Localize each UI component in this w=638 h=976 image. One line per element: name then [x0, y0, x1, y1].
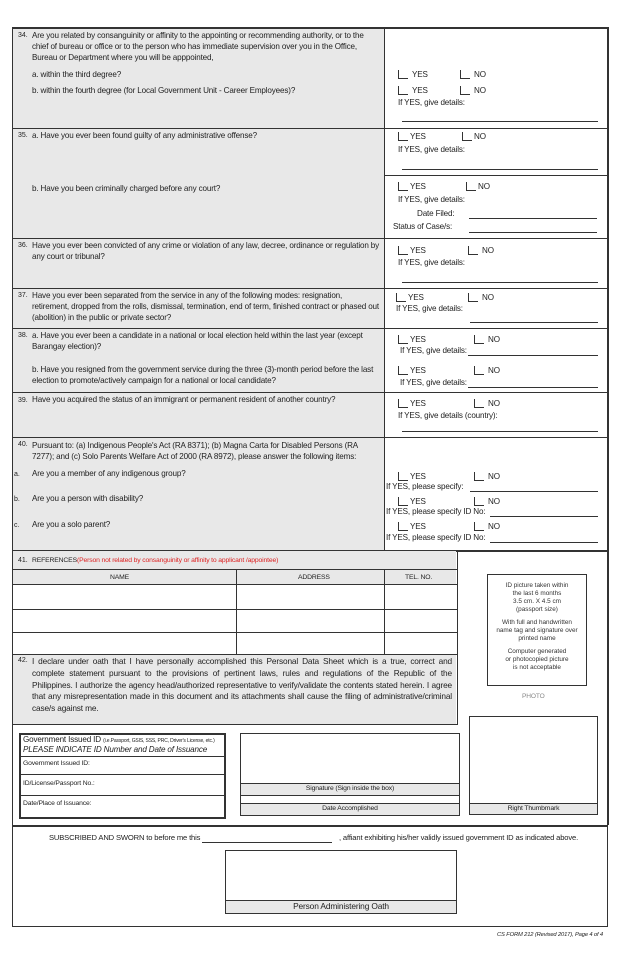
q40-a-text: Are you a member of any indigenous group? — [32, 469, 186, 478]
q40-c-yes-label: YES — [410, 522, 426, 531]
photo-instructions — [487, 582, 587, 672]
frame-left-mid — [12, 724, 13, 826]
sep-37 — [12, 328, 608, 329]
q41-row-2[interactable] — [12, 632, 457, 633]
q36-yes-checkbox[interactable] — [398, 246, 408, 255]
photo-line-2: the last 6 months — [512, 590, 562, 597]
q35-a-no-label: NO — [474, 132, 486, 141]
q38-a-details-label: If YES, give details: — [400, 346, 467, 355]
q41-col-tel: TEL. NO. — [405, 574, 433, 581]
q41-right-border — [457, 550, 458, 724]
q35-shade — [12, 128, 384, 238]
frame-top — [12, 27, 608, 29]
q36-text: Have you ever been convicted of any crime or violation of any law, decree, ordinance or regulation by any court or tribunal? — [32, 241, 380, 261]
photo-line-4: (passport size) — [516, 606, 558, 613]
q36-details-line[interactable] — [402, 282, 598, 283]
photo-line-3: 3.5 cm. X 4.5 cm — [513, 598, 561, 605]
q34-b-yes-checkbox[interactable] — [398, 86, 408, 95]
q40-c-specify-label: If YES, please specify ID No: — [386, 533, 486, 542]
frame-left-oath — [12, 825, 13, 926]
q36-no-label: NO — [482, 246, 494, 255]
q38-b-text: b. Have you resigned from the government service during the three (3)-month period before the last election to promote/actively campaign for a national or local candidate? — [32, 365, 374, 385]
q40-b-text: Are you a person with disability? — [32, 494, 144, 503]
q37-no-label: NO — [482, 293, 494, 302]
q36-number: 36. — [18, 242, 28, 249]
photo-line-7: printed name — [518, 635, 556, 642]
sep-35 — [12, 238, 608, 239]
q35-a-details-line[interactable] — [402, 169, 598, 170]
q41-note: (Person not related by consanguinity or affinity to applicant /appointee) — [76, 557, 279, 564]
q41-col-address: ADDRESS — [298, 574, 330, 581]
q41-label — [32, 556, 278, 566]
q41-col-div-2 — [384, 569, 385, 654]
q42-text: I declare under oath that I have personally accomplished this Personal Data Sheet which is a true, correct and complete statement pursuant to the provisions of pertinent laws, rules and regulations of the Republic of the Philippines. I authorize the agency head/authorized representative to verify/validate the contents stated herein. I agree that any misrepresentation made in this document and its attachments shall cause the filing of administrative/criminal case/s against me. — [32, 656, 452, 714]
photo-line-1: ID picture taken within — [505, 582, 569, 589]
gov-id-title-text: Government Issued ID — [23, 735, 101, 744]
signature-sep-2 — [240, 795, 460, 796]
q38-a-yes-label: YES — [410, 335, 426, 344]
mid-section-bottom — [12, 825, 608, 827]
q35-b-no-checkbox[interactable] — [466, 182, 476, 191]
q40-b-yes-checkbox[interactable] — [398, 497, 408, 506]
q40-b-specify-line[interactable] — [490, 516, 598, 517]
q35-status-line[interactable] — [469, 232, 597, 233]
q37-no-checkbox[interactable] — [468, 293, 478, 302]
q40-a-no-label: NO — [488, 472, 500, 481]
q41-colheads-shade — [13, 569, 456, 584]
gov-id-row-1[interactable] — [20, 774, 225, 775]
q34-number: 34. — [18, 32, 28, 39]
q38-a-details-line[interactable] — [468, 355, 598, 356]
sep-39 — [12, 437, 608, 438]
q40-a-specify-line[interactable] — [470, 491, 598, 492]
q37-number: 37. — [18, 292, 28, 299]
q40-b-no-checkbox[interactable] — [474, 497, 484, 506]
photo-line-9: or photocopied picture — [505, 656, 569, 663]
q38-a-yes-checkbox[interactable] — [398, 335, 408, 344]
signature-label: Signature (Sign inside the box) — [305, 785, 395, 792]
q38-b-yes-label: YES — [410, 366, 426, 375]
q35-status-label: Status of Case/s: — [393, 222, 453, 231]
q40-b-no-label: NO — [488, 497, 500, 506]
oath-admin-label: Person Administering Oath — [293, 901, 389, 911]
q40-b-specify-label: If YES, please specify ID No: — [386, 507, 486, 516]
q40-c-letter: c. — [14, 522, 20, 529]
q38-b-details-label: If YES, give details: — [400, 378, 467, 387]
oath-subscribed: SUBSCRIBED AND SWORN to before me this — [49, 833, 201, 842]
q34-details-line[interactable] — [402, 121, 598, 122]
q40-a-letter: a. — [14, 471, 20, 478]
form-footer: CS FORM 212 (Revised 2017), Page 4 of 4 — [497, 932, 603, 938]
q41-row-1[interactable] — [12, 609, 457, 610]
q35-a-yes-label: YES — [410, 132, 426, 141]
q38-b-details-line[interactable] — [468, 387, 598, 388]
q41-label-text: REFERENCES — [32, 557, 77, 564]
gov-id-row-1-label: Government Issued ID: — [23, 760, 90, 767]
q37-text: Have you ever been separated from the service in any of the following modes: resignation, retirement, dropped from the rolls, dismissal, termination, end of term, finished contract or phased out (abolition) in the public or private sector? — [32, 291, 379, 322]
q34-a-no-checkbox[interactable] — [460, 70, 470, 79]
sep-36 — [12, 288, 608, 289]
q38-a-text: a. Have you ever been a candidate in a national or local election held within the last year (except Barangay election)? — [32, 331, 363, 351]
q35-a-details-label: If YES, give details: — [398, 145, 465, 154]
q38-a-no-checkbox[interactable] — [474, 335, 484, 344]
q40-a-no-checkbox[interactable] — [474, 472, 484, 481]
q39-yes-label: YES — [410, 399, 426, 408]
q34-b-no-checkbox[interactable] — [460, 86, 470, 95]
q41-col-name: NAME — [110, 574, 130, 581]
sep-34 — [12, 128, 608, 129]
q34-b-no-label: NO — [474, 86, 486, 95]
q35-b-text: b. Have you been criminally charged before any court? — [32, 184, 221, 193]
oath-date-line[interactable] — [202, 842, 332, 843]
q37-yes-checkbox[interactable] — [396, 293, 406, 302]
photo-label: PHOTO — [522, 693, 545, 700]
q40-b-letter: b. — [14, 496, 20, 503]
q36-details-label: If YES, give details: — [398, 258, 465, 267]
q35-b-yes-label: YES — [410, 182, 426, 191]
q34-a-no-label: NO — [474, 70, 486, 79]
q40-c-specify-line[interactable] — [490, 542, 598, 543]
q40-c-text: Are you a solo parent? — [32, 520, 111, 529]
q41-sep-head — [12, 569, 457, 570]
q34-text: Are you related by consanguinity or affinity to the appointing or recommending authority, or to the chief of bureau or office or to the person who has immediate supervision over you in the Office, Bureau or Department where you will be apppointed, — [32, 31, 364, 63]
q37-details-label: If YES, give details: — [396, 304, 463, 313]
q38-b-yes-checkbox[interactable] — [398, 366, 408, 375]
q35-b-details-label: If YES, give details: — [398, 195, 465, 204]
q39-details-label: If YES, give details (country): — [398, 411, 498, 420]
q38-b-no-checkbox[interactable] — [474, 366, 484, 375]
q39-text: Have you acquired the status of an immigrant or permanent resident of another country? — [32, 395, 336, 404]
q37-details-line[interactable] — [470, 322, 598, 323]
q41-col-div-1 — [236, 569, 237, 654]
q39-yes-checkbox[interactable] — [398, 399, 408, 408]
gov-id-row-3-label: Date/Place of Issuance: — [23, 800, 92, 807]
q39-number: 39. — [18, 397, 28, 404]
q40-b-yes-label: YES — [410, 497, 426, 506]
gov-id-sep-0 — [20, 756, 225, 757]
q36-yes-label: YES — [410, 246, 426, 255]
q38-b-no-label: NO — [488, 366, 500, 375]
q35-b-yes-checkbox[interactable] — [398, 182, 408, 191]
gov-id-subtitle: PLEASE INDICATE ID Number and Date of Issuance — [23, 745, 208, 754]
thumbmark-label: Right Thumbmark — [507, 805, 560, 812]
gov-id-title-note: (i.e.Passport, GSIS, SSS, PRC, Driver's License, etc.) — [103, 738, 215, 744]
q34-b-text: b. within the fourth degree (for Local Government Unit - Career Employees)? — [32, 86, 296, 95]
gov-id-row-2-label: ID/License/Passport No.: — [23, 780, 95, 787]
date-accomplished-label: Date Accomplished — [322, 805, 378, 812]
q41-number: 41. — [18, 557, 28, 564]
q34-a-yes-checkbox[interactable] — [398, 70, 408, 79]
q39-details-line[interactable] — [402, 431, 598, 432]
q40-a-yes-label: YES — [410, 472, 426, 481]
sep-38 — [12, 392, 608, 393]
photo-line-10: is not acceptable — [513, 664, 561, 671]
q34-b-yes-label: YES — [412, 86, 428, 95]
q40-a-specify-label: If YES, please specify: — [386, 482, 464, 491]
q35-a-no-checkbox[interactable] — [462, 132, 472, 141]
q37-yes-label: YES — [408, 293, 424, 302]
thumbmark-box[interactable] — [469, 716, 598, 815]
q35-a-yes-checkbox[interactable] — [398, 132, 408, 141]
q34-a-text: a. within the third degree? — [32, 70, 122, 79]
q40-c-no-label: NO — [488, 522, 500, 531]
frame-right — [607, 27, 609, 825]
gov-id-row-2[interactable] — [20, 795, 225, 796]
sep-35a — [384, 175, 608, 176]
q39-no-checkbox[interactable] — [474, 399, 484, 408]
q36-no-checkbox[interactable] — [468, 246, 478, 255]
photo-line-5: With full and handwritten — [502, 619, 572, 626]
oath-affiant: , affiant exhibiting his/her validly issued government ID as indicated above. — [339, 833, 579, 842]
q35-number: 35. — [18, 132, 28, 139]
photo-line-6: name tag and signature over — [496, 627, 578, 634]
q35-a-text: a. Have you ever been found guilty of any administrative offense? — [32, 131, 257, 140]
q35-date-filed-label: Date Filed: — [417, 209, 455, 218]
q40-text: Pursuant to: (a) Indigenous People's Act (RA 8371); (b) Magna Carta for Disabled Persons (RA 7277); and (c) Solo Parents Welfare Act of 2000 (RA 8972), please answer the following items: — [32, 441, 358, 461]
oath-section-bottom — [12, 926, 608, 927]
q35-date-filed-line[interactable] — [469, 218, 597, 219]
q38-a-no-label: NO — [488, 335, 500, 344]
q35-b-no-label: NO — [478, 182, 490, 191]
q40-c-no-checkbox[interactable] — [474, 522, 484, 531]
q40-c-yes-checkbox[interactable] — [398, 522, 408, 531]
photo-line-8: Computer generated — [507, 648, 567, 655]
frame-right-oath — [607, 825, 608, 926]
q41-sep-colhead — [12, 584, 457, 585]
q34-a-yes-label: YES — [412, 70, 428, 79]
q38-number: 38. — [18, 332, 28, 339]
q40-number: 40. — [18, 441, 28, 448]
frame-left — [12, 27, 13, 551]
q42-bottom — [12, 724, 458, 725]
q34-details-label: If YES, give details: — [398, 98, 465, 107]
q42-number: 42. — [18, 657, 28, 664]
q40-a-yes-checkbox[interactable] — [398, 472, 408, 481]
q39-no-label: NO — [488, 399, 500, 408]
